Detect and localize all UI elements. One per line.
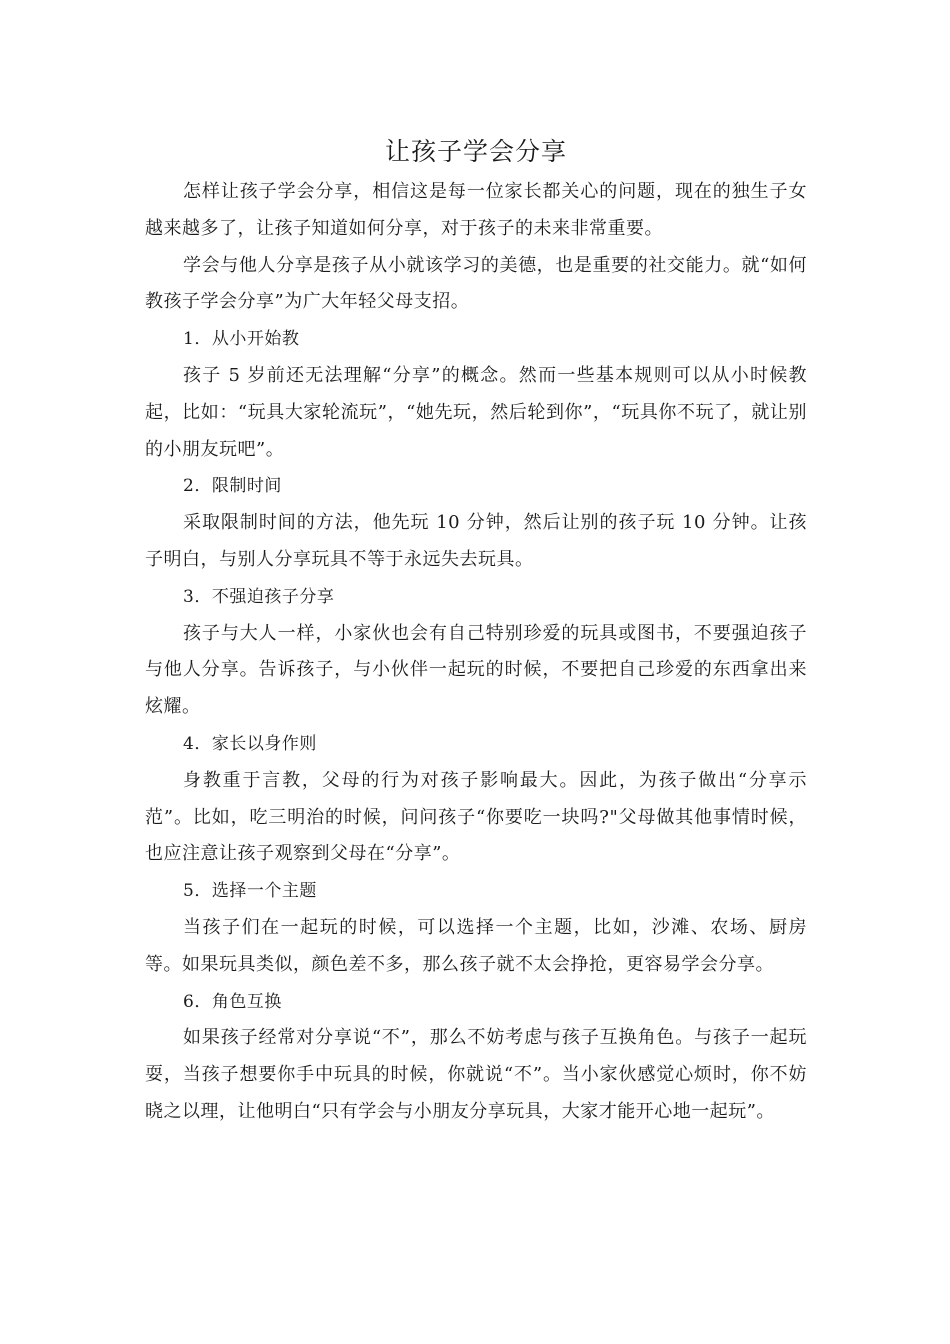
section-heading-2: 2．限制时间 (183, 476, 282, 497)
section-body-2: 采取限制时间的方法，他先玩 10 分钟，然后让别的孩子玩 10 分钟。让孩子明白，与别人分享玩具不等于永远失去玩具。 (145, 512, 807, 570)
section-heading-5: 5．选择一个主题 (183, 881, 317, 902)
section-heading-3: 3．不强迫孩子分享 (183, 586, 335, 607)
document-title: 让孩子学会分享 (384, 137, 567, 166)
section-body-5: 当孩子们在一起玩的时候，可以选择一个主题，比如，沙滩、农场、厨房等。如果玩具类似，颜色差不多，那么孩子就不太会挣抢，更容易学会分享。 (145, 916, 807, 975)
section-heading-4: 4．家长以身作则 (183, 733, 317, 754)
section-heading-6: 6．角色互换 (183, 991, 282, 1012)
section-body-1: 孩子 5 岁前还无法理解“分享”的概念。然而一些基本规则可以从小时候教起，比如：“玩具大家轮流玩”，“她先玩，然后轮到你”，“玩具你不玩了，就让别的小朋友玩吧”。 (145, 364, 807, 460)
document-page (145, 132, 807, 1131)
section-body-3: 孩子与大人一样，小家伙也会有自己特别珍爱的玩具或图书，不要强迫孩子与他人分享。告诉孩子，与小伙伴一起玩的时候，不要把自己珍爱的东西拿出来炫耀。 (145, 622, 807, 718)
section-heading-1: 1．从小开始教 (183, 329, 300, 350)
section-body-4: 身教重于言教，父母的行为对孩子影响最大。因此，为孩子做出“分享示范”。比如，吃三明治的时候，问问孩子“你要吃一块吗?"父母做其他事情时候，也应注意让孩子观察到父母在“分享”。 (145, 769, 807, 865)
section-body-6: 如果孩子经常对分享说“不”，那么不妨考虑与孩子互换角色。与孩子一起玩耍，当孩子想要你手中玩具的时候，你就说“不”。当小家伙感觉心烦时，你不妨晓之以理，让他明白“只有学会与小朋友分享玩具，大家才能开心地一起玩”。 (145, 1027, 807, 1122)
intro-paragraph-2: 学会与他人分享是孩子从小就该学习的美德，也是重要的社交能力。就“如何教孩子学会分享”为广大年轻父母支招。 (145, 254, 807, 313)
intro-paragraph-1: 怎样让孩子学会分享，相信这是每一位家长都关心的问题，现在的独生子女越来越多了，让孩子知道如何分享，对于孩子的未来非常重要。 (145, 181, 807, 239)
